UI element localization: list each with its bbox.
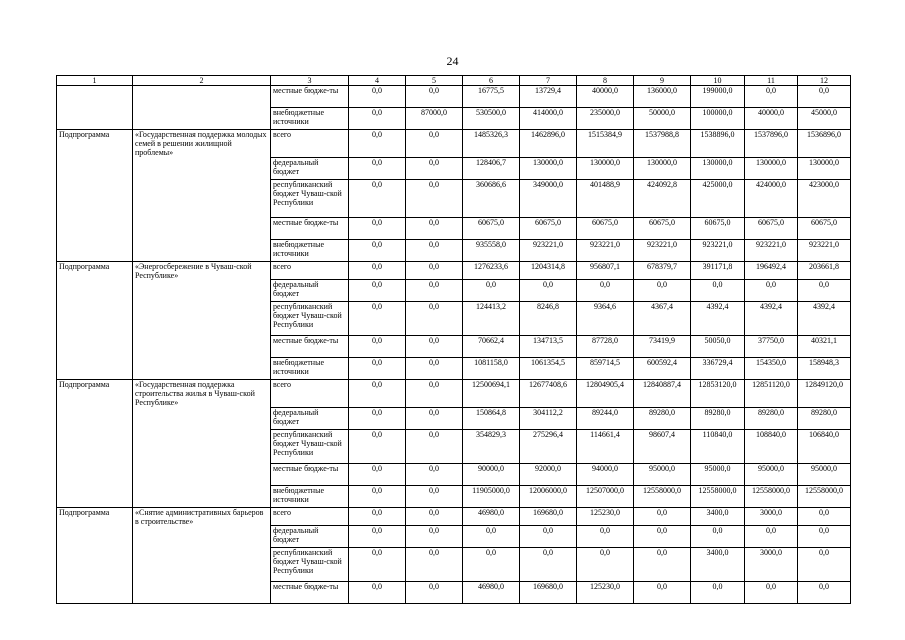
value-cell: 60675,0: [798, 217, 851, 239]
value-cell: 0,0: [406, 86, 463, 108]
program-type-cell: [57, 157, 133, 179]
value-cell: 124413,2: [463, 302, 520, 336]
value-cell: 956807,1: [577, 261, 634, 280]
table-row: [57, 507, 851, 526]
program-name-cell: [133, 280, 271, 302]
funding-source-cell: местные бюдже-ты: [271, 86, 349, 108]
table-row: [57, 261, 851, 280]
value-cell: 0,0: [349, 280, 406, 302]
value-cell: 0,0: [406, 507, 463, 526]
program-name-cell: [133, 463, 271, 485]
value-cell: 0,0: [349, 526, 406, 548]
funding-source-cell: всего: [271, 261, 349, 280]
column-number-row: [57, 76, 851, 86]
funding-source-cell: федеральный бюджет: [271, 526, 349, 548]
funding-source-cell: внебюджетные источники: [271, 108, 349, 130]
value-cell: 1515384,9: [577, 130, 634, 158]
value-cell: 45000,0: [798, 108, 851, 130]
value-cell: 134713,5: [520, 336, 577, 358]
value-cell: 12853120,0: [691, 380, 745, 408]
value-cell: 89280,0: [745, 407, 798, 429]
value-cell: 130000,0: [634, 157, 691, 179]
table-row: [57, 86, 851, 108]
value-cell: 0,0: [406, 217, 463, 239]
value-cell: 0,0: [349, 217, 406, 239]
value-cell: 87000,0: [406, 108, 463, 130]
column-number: 7: [520, 76, 577, 86]
value-cell: 12558000,0: [634, 485, 691, 507]
value-cell: 98607,4: [634, 429, 691, 463]
value-cell: 46980,0: [463, 582, 520, 604]
value-cell: 73419,9: [634, 336, 691, 358]
value-cell: 923221,0: [691, 239, 745, 261]
value-cell: 0,0: [798, 86, 851, 108]
table-row: [57, 130, 851, 158]
value-cell: 12006000,0: [520, 485, 577, 507]
column-number: 8: [577, 76, 634, 86]
funding-source-cell: внебюджетные источники: [271, 485, 349, 507]
value-cell: 136000,0: [634, 86, 691, 108]
value-cell: 9364,6: [577, 302, 634, 336]
funding-source-cell: местные бюдже-ты: [271, 336, 349, 358]
program-name-cell: [133, 108, 271, 130]
program-name-cell: [133, 179, 271, 217]
value-cell: 0,0: [349, 108, 406, 130]
value-cell: 0,0: [745, 526, 798, 548]
program-name-cell: [133, 336, 271, 358]
value-cell: 60675,0: [520, 217, 577, 239]
value-cell: 50050,0: [691, 336, 745, 358]
column-number: 10: [691, 76, 745, 86]
funding-source-cell: местные бюдже-ты: [271, 463, 349, 485]
value-cell: 12804905,4: [577, 380, 634, 408]
value-cell: 4392,4: [745, 302, 798, 336]
value-cell: 0,0: [798, 507, 851, 526]
program-type-cell: [57, 429, 133, 463]
table-row: [57, 358, 851, 380]
value-cell: 1485326,3: [463, 130, 520, 158]
table-row: [57, 157, 851, 179]
value-cell: 0,0: [798, 548, 851, 582]
value-cell: 424092,8: [634, 179, 691, 217]
value-cell: 128406,7: [463, 157, 520, 179]
value-cell: 11905000,0: [463, 485, 520, 507]
value-cell: 0,0: [577, 548, 634, 582]
value-cell: 0,0: [463, 548, 520, 582]
value-cell: 0,0: [349, 86, 406, 108]
value-cell: 89244,0: [577, 407, 634, 429]
value-cell: 0,0: [406, 358, 463, 380]
value-cell: 414000,0: [520, 108, 577, 130]
program-name-cell: [133, 548, 271, 582]
value-cell: 0,0: [634, 548, 691, 582]
value-cell: 0,0: [577, 280, 634, 302]
table-row: [57, 463, 851, 485]
value-cell: 923221,0: [745, 239, 798, 261]
value-cell: 0,0: [349, 239, 406, 261]
value-cell: 114661,4: [577, 429, 634, 463]
value-cell: 0,0: [406, 582, 463, 604]
value-cell: 0,0: [634, 526, 691, 548]
value-cell: 125230,0: [577, 582, 634, 604]
program-name-cell: «Энергосбережение в Чуваш-ской Республике»: [133, 261, 271, 280]
value-cell: 37750,0: [745, 336, 798, 358]
value-cell: 92000,0: [520, 463, 577, 485]
column-number: 3: [271, 76, 349, 86]
value-cell: 935558,0: [463, 239, 520, 261]
value-cell: 0,0: [349, 130, 406, 158]
funding-source-cell: республиканский бюджет Чуваш-ской Республики: [271, 548, 349, 582]
value-cell: 60675,0: [463, 217, 520, 239]
value-cell: 90000,0: [463, 463, 520, 485]
funding-source-cell: внебюджетные источники: [271, 239, 349, 261]
funding-source-cell: федеральный бюджет: [271, 157, 349, 179]
value-cell: 60675,0: [691, 217, 745, 239]
value-cell: 0,0: [577, 526, 634, 548]
column-number: 4: [349, 76, 406, 86]
value-cell: 110840,0: [691, 429, 745, 463]
table-row: [57, 302, 851, 336]
value-cell: 304112,2: [520, 407, 577, 429]
program-type-cell: [57, 407, 133, 429]
value-cell: 1061354,5: [520, 358, 577, 380]
budget-table: [56, 75, 851, 604]
value-cell: 401488,9: [577, 179, 634, 217]
value-cell: 60675,0: [634, 217, 691, 239]
value-cell: 0,0: [520, 548, 577, 582]
value-cell: 169680,0: [520, 582, 577, 604]
funding-source-cell: внебюджетные источники: [271, 358, 349, 380]
funding-source-cell: федеральный бюджет: [271, 280, 349, 302]
value-cell: 89280,0: [798, 407, 851, 429]
program-name-cell: [133, 429, 271, 463]
value-cell: 1462896,0: [520, 130, 577, 158]
value-cell: 0,0: [406, 429, 463, 463]
value-cell: 12677408,6: [520, 380, 577, 408]
value-cell: 600592,4: [634, 358, 691, 380]
value-cell: 530500,0: [463, 108, 520, 130]
value-cell: 95000,0: [691, 463, 745, 485]
value-cell: 203661,8: [798, 261, 851, 280]
value-cell: 0,0: [349, 302, 406, 336]
value-cell: 1081158,0: [463, 358, 520, 380]
value-cell: 0,0: [406, 336, 463, 358]
funding-source-cell: республиканский бюджет Чуваш-ской Республики: [271, 429, 349, 463]
value-cell: 0,0: [406, 280, 463, 302]
table-row: [57, 380, 851, 408]
value-cell: 89280,0: [634, 407, 691, 429]
value-cell: 1537896,0: [745, 130, 798, 158]
value-cell: 0,0: [798, 526, 851, 548]
value-cell: 12558000,0: [691, 485, 745, 507]
value-cell: 0,0: [406, 526, 463, 548]
value-cell: 12558000,0: [745, 485, 798, 507]
value-cell: 391171,8: [691, 261, 745, 280]
program-name-cell: [133, 485, 271, 507]
program-name-cell: [133, 526, 271, 548]
table-row: [57, 429, 851, 463]
value-cell: 50000,0: [634, 108, 691, 130]
value-cell: 0,0: [520, 526, 577, 548]
value-cell: 0,0: [634, 280, 691, 302]
value-cell: 0,0: [349, 336, 406, 358]
value-cell: 16775,5: [463, 86, 520, 108]
value-cell: 130000,0: [577, 157, 634, 179]
program-type-cell: [57, 358, 133, 380]
value-cell: 0,0: [745, 86, 798, 108]
program-type-cell: [57, 548, 133, 582]
value-cell: 1276233,6: [463, 261, 520, 280]
value-cell: 94000,0: [577, 463, 634, 485]
value-cell: 425000,0: [691, 179, 745, 217]
value-cell: 0,0: [406, 463, 463, 485]
column-number: 9: [634, 76, 691, 86]
value-cell: 100000,0: [691, 108, 745, 130]
value-cell: 3400,0: [691, 548, 745, 582]
value-cell: 125230,0: [577, 507, 634, 526]
value-cell: 1536896,0: [798, 130, 851, 158]
program-type-cell: Подпрограмма: [57, 130, 133, 158]
value-cell: 0,0: [406, 157, 463, 179]
value-cell: 150864,8: [463, 407, 520, 429]
value-cell: 0,0: [349, 380, 406, 408]
program-name-cell: [133, 582, 271, 604]
value-cell: 0,0: [745, 280, 798, 302]
program-type-cell: [57, 526, 133, 548]
value-cell: 3000,0: [745, 507, 798, 526]
value-cell: 0,0: [745, 582, 798, 604]
value-cell: 0,0: [406, 130, 463, 158]
value-cell: 923221,0: [798, 239, 851, 261]
funding-source-cell: федеральный бюджет: [271, 407, 349, 429]
value-cell: 0,0: [691, 526, 745, 548]
program-type-cell: [57, 179, 133, 217]
value-cell: 354829,3: [463, 429, 520, 463]
value-cell: 0,0: [349, 429, 406, 463]
program-type-cell: [57, 582, 133, 604]
value-cell: 235000,0: [577, 108, 634, 130]
value-cell: 0,0: [463, 280, 520, 302]
value-cell: 0,0: [634, 582, 691, 604]
value-cell: 0,0: [406, 380, 463, 408]
table-row: [57, 239, 851, 261]
table-row: [57, 407, 851, 429]
value-cell: 4367,4: [634, 302, 691, 336]
value-cell: 0,0: [406, 261, 463, 280]
funding-source-cell: всего: [271, 130, 349, 158]
table-row: [57, 179, 851, 217]
value-cell: 4392,4: [691, 302, 745, 336]
value-cell: 95000,0: [745, 463, 798, 485]
program-type-cell: Подпрограмма: [57, 380, 133, 408]
value-cell: 423000,0: [798, 179, 851, 217]
value-cell: 106840,0: [798, 429, 851, 463]
value-cell: 923221,0: [520, 239, 577, 261]
funding-source-cell: местные бюдже-ты: [271, 217, 349, 239]
funding-source-cell: республиканский бюджет Чуваш-ской Республики: [271, 302, 349, 336]
table-row: [57, 548, 851, 582]
program-type-cell: [57, 108, 133, 130]
column-number: 12: [798, 76, 851, 86]
value-cell: 60675,0: [577, 217, 634, 239]
page-number: 24: [446, 54, 459, 68]
program-name-cell: [133, 407, 271, 429]
value-cell: 0,0: [349, 485, 406, 507]
value-cell: 12507000,0: [577, 485, 634, 507]
program-name-cell: [133, 217, 271, 239]
value-cell: 46980,0: [463, 507, 520, 526]
value-cell: 0,0: [406, 407, 463, 429]
program-type-cell: [57, 336, 133, 358]
table-body: [57, 86, 851, 604]
value-cell: 130000,0: [798, 157, 851, 179]
column-number: 6: [463, 76, 520, 86]
column-number: 5: [406, 76, 463, 86]
value-cell: 336729,4: [691, 358, 745, 380]
value-cell: 40000,0: [577, 86, 634, 108]
value-cell: 0,0: [798, 280, 851, 302]
value-cell: 0,0: [349, 358, 406, 380]
value-cell: 0,0: [349, 261, 406, 280]
program-name-cell: [133, 157, 271, 179]
program-type-cell: [57, 239, 133, 261]
value-cell: 0,0: [349, 507, 406, 526]
value-cell: 0,0: [463, 526, 520, 548]
value-cell: 40321,1: [798, 336, 851, 358]
program-name-cell: [133, 86, 271, 108]
value-cell: 0,0: [406, 179, 463, 217]
table-row: [57, 217, 851, 239]
value-cell: 95000,0: [798, 463, 851, 485]
value-cell: 0,0: [349, 179, 406, 217]
value-cell: 12840887,4: [634, 380, 691, 408]
table-row: [57, 280, 851, 302]
value-cell: 0,0: [691, 280, 745, 302]
funding-source-cell: всего: [271, 380, 349, 408]
value-cell: 95000,0: [634, 463, 691, 485]
program-name-cell: «Снятие административных барьеров в строительстве»: [133, 507, 271, 526]
value-cell: 199000,0: [691, 86, 745, 108]
table-row: [57, 485, 851, 507]
program-name-cell: [133, 358, 271, 380]
value-cell: 12849120,0: [798, 380, 851, 408]
value-cell: 0,0: [406, 548, 463, 582]
value-cell: 169680,0: [520, 507, 577, 526]
value-cell: 70662,4: [463, 336, 520, 358]
table-row: [57, 582, 851, 604]
value-cell: 108840,0: [745, 429, 798, 463]
value-cell: 12500694,1: [463, 380, 520, 408]
program-type-cell: [57, 217, 133, 239]
value-cell: 0,0: [406, 485, 463, 507]
value-cell: 1537988,8: [634, 130, 691, 158]
value-cell: 349000,0: [520, 179, 577, 217]
value-cell: 196492,4: [745, 261, 798, 280]
value-cell: 0,0: [349, 157, 406, 179]
value-cell: 12851120,0: [745, 380, 798, 408]
program-type-cell: [57, 485, 133, 507]
value-cell: 0,0: [349, 463, 406, 485]
program-type-cell: [57, 463, 133, 485]
value-cell: 158948,3: [798, 358, 851, 380]
value-cell: 859714,5: [577, 358, 634, 380]
value-cell: 0,0: [634, 507, 691, 526]
program-type-cell: Подпрограмма: [57, 261, 133, 280]
value-cell: 12558000,0: [798, 485, 851, 507]
program-type-cell: [57, 302, 133, 336]
value-cell: 3400,0: [691, 507, 745, 526]
column-number: 2: [133, 76, 271, 86]
value-cell: 1204314,8: [520, 261, 577, 280]
program-type-cell: [57, 86, 133, 108]
table-row: [57, 526, 851, 548]
program-name-cell: [133, 239, 271, 261]
value-cell: 360686,6: [463, 179, 520, 217]
value-cell: 8246,8: [520, 302, 577, 336]
value-cell: 130000,0: [691, 157, 745, 179]
value-cell: 0,0: [691, 582, 745, 604]
value-cell: 0,0: [520, 280, 577, 302]
value-cell: 923221,0: [634, 239, 691, 261]
value-cell: 3000,0: [745, 548, 798, 582]
value-cell: 60675,0: [745, 217, 798, 239]
value-cell: 0,0: [406, 239, 463, 261]
value-cell: 275296,4: [520, 429, 577, 463]
value-cell: 13729,4: [520, 86, 577, 108]
value-cell: 0,0: [349, 548, 406, 582]
value-cell: 424000,0: [745, 179, 798, 217]
value-cell: 87728,0: [577, 336, 634, 358]
table-row: [57, 108, 851, 130]
value-cell: 923221,0: [577, 239, 634, 261]
value-cell: 0,0: [349, 407, 406, 429]
value-cell: 678379,7: [634, 261, 691, 280]
table-row: [57, 336, 851, 358]
value-cell: 0,0: [349, 582, 406, 604]
funding-source-cell: местные бюдже-ты: [271, 582, 349, 604]
program-name-cell: «Государственная поддержка строительства жилья в Чуваш-ской Республике»: [133, 380, 271, 408]
column-number: 1: [57, 76, 133, 86]
program-type-cell: Подпрограмма: [57, 507, 133, 526]
program-type-cell: [57, 280, 133, 302]
funding-source-cell: республиканский бюджет Чуваш-ской Республики: [271, 179, 349, 217]
column-number: 11: [745, 76, 798, 86]
value-cell: 40000,0: [745, 108, 798, 130]
value-cell: 4392,4: [798, 302, 851, 336]
program-name-cell: [133, 302, 271, 336]
value-cell: 1538896,0: [691, 130, 745, 158]
value-cell: 89280,0: [691, 407, 745, 429]
value-cell: 154350,0: [745, 358, 798, 380]
value-cell: 0,0: [406, 302, 463, 336]
value-cell: 130000,0: [745, 157, 798, 179]
value-cell: 130000,0: [520, 157, 577, 179]
funding-source-cell: всего: [271, 507, 349, 526]
program-name-cell: «Государственная поддержка молодых семей в решении жилищной проблемы»: [133, 130, 271, 158]
value-cell: 0,0: [798, 582, 851, 604]
